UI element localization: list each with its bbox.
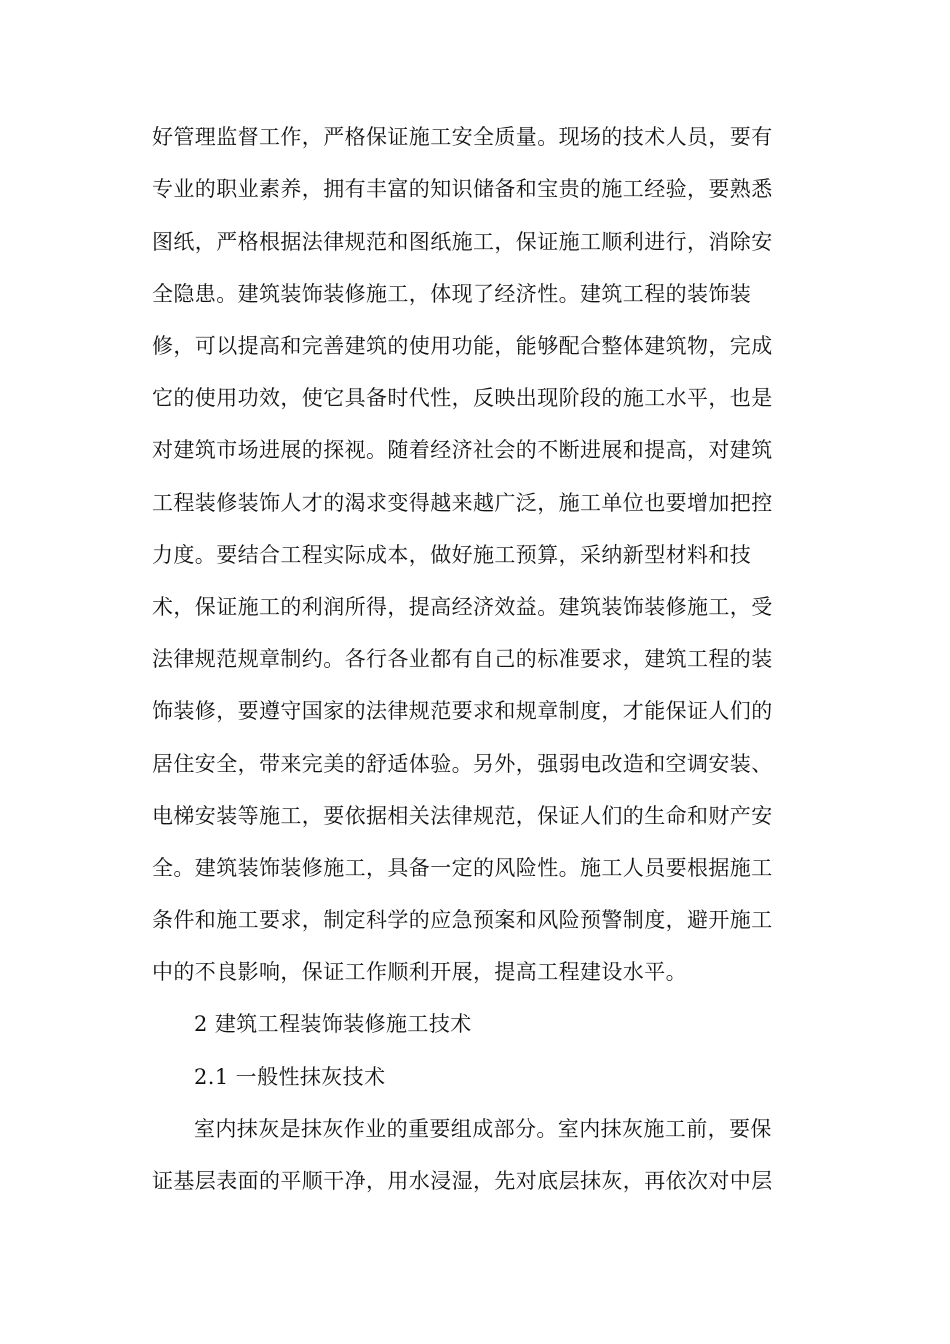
paragraph-line: 力度。要结合工程实际成本，做好施工预算，采纳新型材料和技 bbox=[152, 543, 752, 567]
paragraph-line: 专业的职业素养，拥有丰富的知识储备和宝贵的施工经验，要熟悉 bbox=[152, 177, 773, 201]
paragraph-line: 全。建筑装饰装修施工，具备一定的风险性。施工人员要根据施工 bbox=[152, 856, 773, 880]
paragraph-line: 证基层表面的平顺干净，用水浸湿，先对底层抹灰，再依次对中层 bbox=[152, 1169, 773, 1193]
paragraph-line: 全隐患。建筑装饰装修施工，体现了经济性。建筑工程的装饰装 bbox=[152, 282, 752, 306]
paragraph-line: 居住安全，带来完美的舒适体验。另外，强弱电改造和空调安装、 bbox=[152, 752, 773, 776]
section-heading: 2 建筑工程装饰装修施工技术 bbox=[194, 1012, 472, 1036]
paragraph-line: 好管理监督工作，严格保证施工安全质量。现场的技术人员，要有 bbox=[152, 125, 773, 149]
paragraph-line: 室内抹灰是抹灰作业的重要组成部分。室内抹灰施工前，要保 bbox=[194, 1117, 772, 1141]
paragraph-line: 中的不良影响，保证工作顺利开展，提高工程建设水平。 bbox=[152, 960, 687, 984]
paragraph-line: 术，保证施工的利润所得，提高经济效益。建筑装饰装修施工，受 bbox=[152, 595, 773, 619]
paragraph-line: 对建筑市场进展的探视。随着经济社会的不断进展和提高，对建筑 bbox=[152, 438, 773, 462]
paragraph-line: 它的使用功效，使它具备时代性，反映出现阶段的施工水平，也是 bbox=[152, 386, 773, 410]
paragraph-line: 法律规范规章制约。各行各业都有自己的标准要求，建筑工程的装 bbox=[152, 647, 773, 671]
paragraph-line: 电梯安装等施工，要依据相关法律规范，保证人们的生命和财产安 bbox=[152, 804, 773, 828]
paragraph-line: 修，可以提高和完善建筑的使用功能，能够配合整体建筑物，完成 bbox=[152, 334, 773, 358]
paragraph-line: 条件和施工要求，制定科学的应急预案和风险预警制度，避开施工 bbox=[152, 908, 773, 932]
paragraph-line: 饰装修，要遵守国家的法律规范要求和规章制度，才能保证人们的 bbox=[152, 699, 773, 723]
subsection-heading: 2.1 一般性抹灰技术 bbox=[194, 1065, 386, 1089]
paragraph-line: 工程装修装饰人才的渴求变得越来越广泛，施工单位也要增加把控 bbox=[152, 491, 773, 515]
paragraph-line: 图纸，严格根据法律规范和图纸施工，保证施工顺利进行，消除安 bbox=[152, 230, 773, 254]
